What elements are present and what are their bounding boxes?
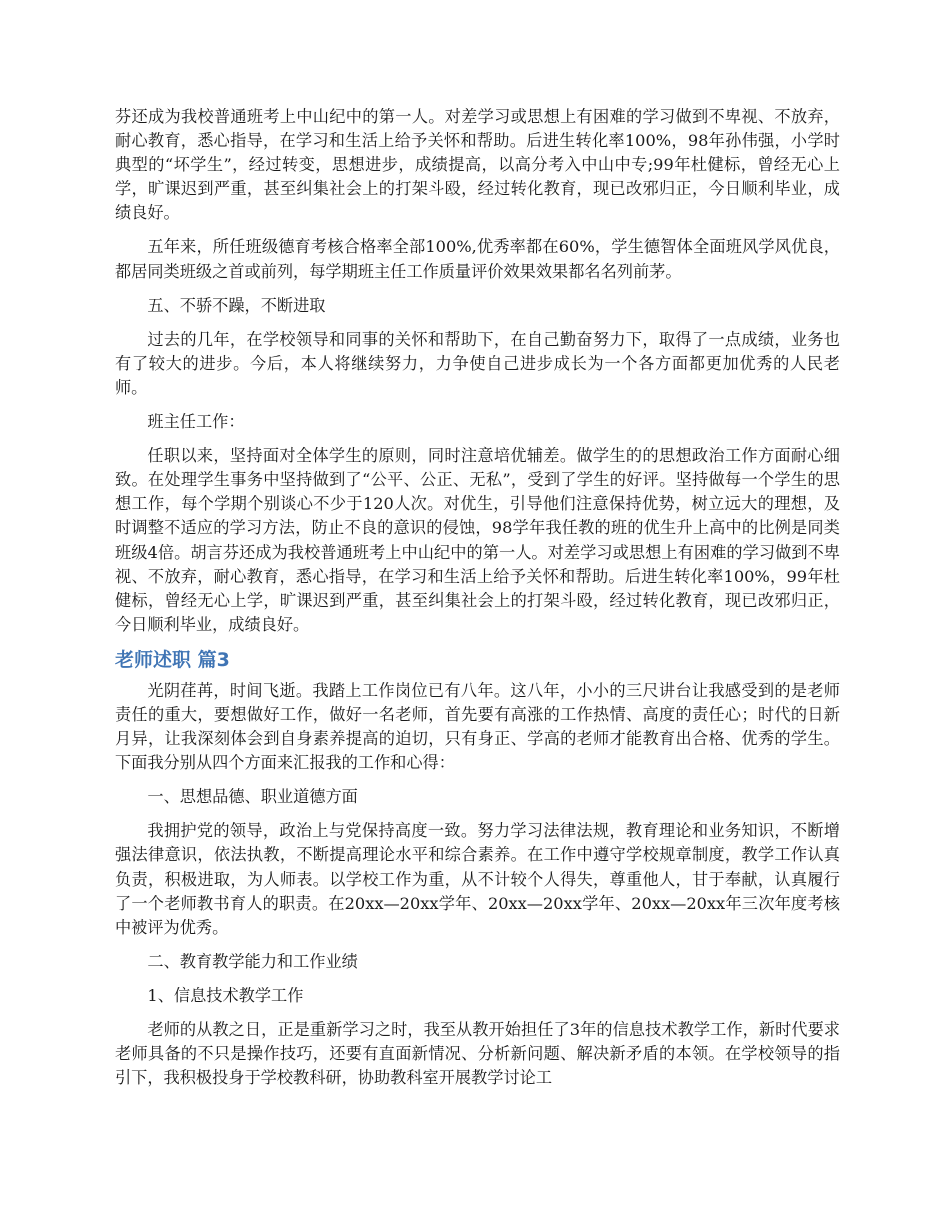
paragraph-class-teacher-work: 任职以来，坚持面对全体学生的原则，同时注意培优辅差。做学生的的思想政治工作方面耐心细致。在处理学生事务中坚持做到了“公平、公正、无私”，受到了学生的好评。坚持做每一个学生的思想工作，每个学期个别谈心不少于120人次。对优生，引导他们注意保持优势，树立远大的理想，及时调整不适应的学习方法，防止不良的意识的侵蚀，98学年我任教的班的优生升上高中的比例是同类班级4倍。胡言芬还成为我校普通班考上中山纪中的第一人。对差学习或思想上有困难的学习做到不卑视、不放弃，耐心教育，悉心指导，在学习和生活上给予关怀和帮助。后进生转化率100%，99年杜健标，曾经无心上学，旷课迟到严重，甚至纠集社会上的打架斗殴，经过转化教育，现已改邪归正，今日顺利毕业，成绩良好。 [115,446,840,634]
document-page [115,105,840,1100]
paragraph-class-results: 五年来，所任班级德育考核合格率全部100%,优秀率都在60%，学生德智体全面班风学风优良，都居同类班级之首或前列，每学期班主任工作质量评价效果效果都名名列前茅。 [115,237,840,281]
section-title: 老师述职 篇3 [115,648,230,671]
paragraph-morality: 我拥护党的领导，政治上与党保持高度一致。努力学习法律法规，教育理论和业务知识，不断增强法律意识，依法执教，不断提高理论水平和综合素养。在工作中遵守学校规章制度，教学工作认真负责，积极进取，为人师表。以学校工作为重，从不计较个人得失，尊重他人，甘于奉献，认真履行了一个老师教书育人的职责。在20xx—20xx学年、20xx—20xx学年、20xx—20xx年三次年度考核中被评为优秀。 [115,821,840,937]
heading-five: 五、不骄不躁，不断进取 [147,295,326,315]
paragraph-intro: 光阴荏苒，时间飞逝。我踏上工作岗位已有八年。这八年，小小的三尺讲台让我感受到的是老师责任的重大，要想做好工作，做好一名老师，首先要有高涨的工作热情、高度的责任心；时代的日新月异，让我深刻体会到自身素养提高的迫切，只有身正、学高的老师才能教育出合格、优秀的学生。下面我分别从四个方面来汇报我的工作和心得： [115,680,840,773]
heading-morality: 一、思想品德、职业道德方面 [147,787,358,807]
paragraph-it-teaching: 老师的从教之日，正是重新学习之时，我至从教开始担任了3年的信息技术教学工作，新时代要求老师具备的不只是操作技巧，还要有直面新情况、分析新问题、解决新矛盾的本领。在学校领导的指引下，我积极投身于学校教科研，协助教科室开展教学讨论工 [115,1020,840,1088]
paragraph-continuation: 芬还成为我校普通班考上中山纪中的第一人。对差学习或思想上有困难的学习做到不卑视、不放弃，耐心教育，悉心指导，在学习和生活上给予关怀和帮助。后进生转化率100%，98年孙伟强，小学时典型的“坏学生”，经过转变，思想进步，成绩提高，以高分考入中山中专;99年杜健标，曾经无心上学，旷课迟到严重，甚至纠集社会上的打架斗殴，经过转化教育，现已改邪归正，今日顺利毕业，成绩良好。 [115,107,840,223]
heading-class-teacher: 班主任工作： [147,412,245,432]
heading-it-teaching: 1、信息技术教学工作 [147,985,304,1005]
paragraph-progress: 过去的几年，在学校领导和同事的关怀和帮助下，在自己勤奋努力下，取得了一点成绩，业务也有了较大的进步。今后，本人将继续努力，力争使自己进步成长为一个各方面都更加优秀的人民老师。 [115,329,840,397]
heading-teaching-ability: 二、教育教学能力和工作业绩 [147,951,358,971]
